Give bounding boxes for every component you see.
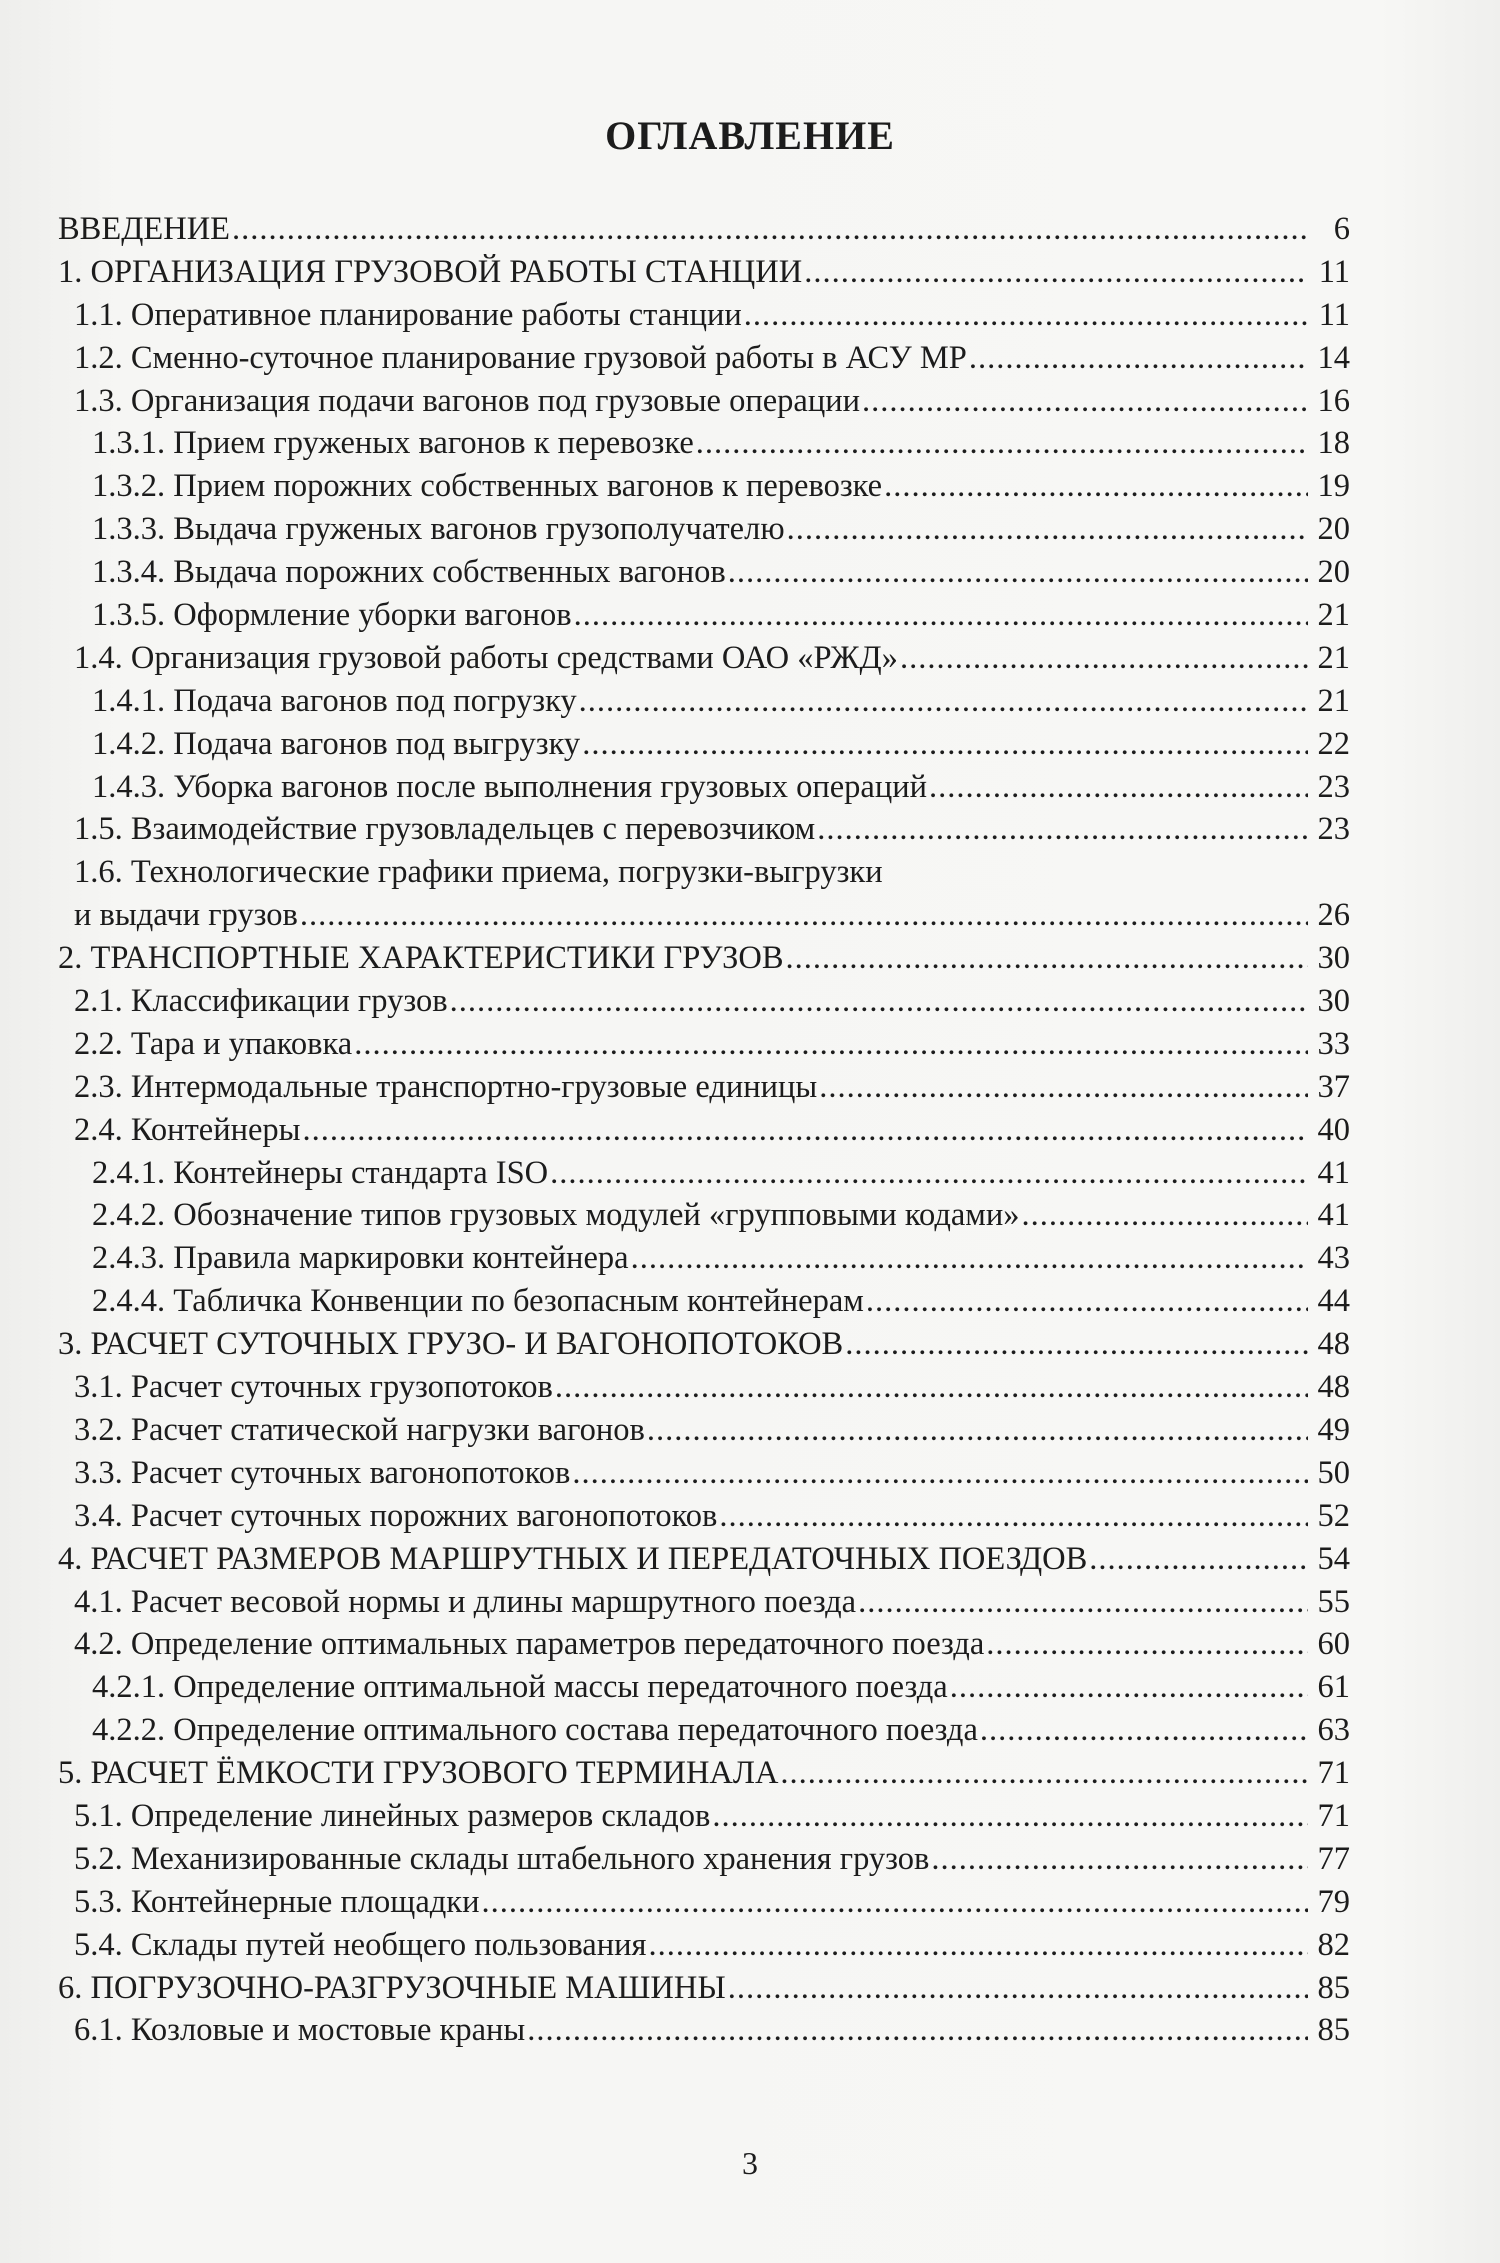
dot-leader	[300, 894, 1308, 937]
toc-entry-label: 3.4. Расчет суточных порожних вагонопотоков	[74, 1497, 718, 1534]
toc-entry-page: 82	[1317, 1926, 1350, 1963]
dot-leader	[980, 1709, 1308, 1752]
toc-entry-page: 21	[1317, 639, 1350, 676]
toc-entry[interactable]	[58, 208, 1350, 251]
toc-entry[interactable]	[58, 1881, 1350, 1924]
dot-leader	[232, 208, 1308, 251]
toc-entry-label: 5.3. Контейнерные площадки	[74, 1883, 480, 1920]
dot-leader	[931, 1838, 1308, 1881]
toc-entry[interactable]	[58, 251, 1350, 294]
toc-entry[interactable]	[58, 1709, 1350, 1752]
toc-entry[interactable]	[58, 1237, 1350, 1280]
toc-entry-label: 1.1. Оперативное планирование работы станции	[74, 296, 742, 333]
toc-entry-label: 3.2. Расчет статической нагрузки вагонов	[74, 1411, 645, 1448]
dot-leader	[804, 251, 1308, 294]
page-title: ОГЛАВЛЕНИЕ	[605, 113, 895, 158]
toc-entry[interactable]	[58, 1623, 1350, 1666]
dot-leader	[719, 1495, 1308, 1538]
toc-entry-page: 6	[1333, 211, 1350, 247]
toc-entry-page: 21	[1317, 597, 1350, 634]
dot-leader	[786, 937, 1308, 980]
toc-entry[interactable]	[58, 723, 1350, 766]
dot-leader	[631, 1237, 1308, 1280]
toc-entry-label: 4.1. Расчет весовой нормы и длины маршрутного поезда	[74, 1583, 857, 1620]
toc-entry-label: 1.4.3. Уборка вагонов после выполнения грузовых операций	[92, 768, 928, 805]
toc-entry[interactable]	[58, 1280, 1350, 1323]
toc-entry[interactable]	[58, 2009, 1350, 2052]
toc-entry-page: 11	[1318, 253, 1350, 290]
dot-leader	[572, 1452, 1308, 1495]
dot-leader	[481, 1881, 1308, 1924]
dot-leader	[950, 1666, 1308, 1709]
toc-entry-label: 2.4. Контейнеры	[74, 1111, 301, 1148]
toc-entry-label: 6.1. Козловые и мостовые краны	[74, 2012, 526, 2049]
page-number: 3	[742, 2145, 758, 2181]
toc-entry-page: 20	[1317, 511, 1350, 548]
toc-entry-page: 71	[1317, 1755, 1350, 1792]
toc-entry-label: 2.4.2. Обозначение типов грузовых модулей «групповыми кодами»	[92, 1197, 1020, 1234]
dot-leader	[574, 594, 1308, 637]
toc-entry-page: 23	[1317, 811, 1350, 848]
dot-leader	[780, 1752, 1308, 1795]
toc-entry[interactable]	[58, 1838, 1350, 1881]
toc-entry-page: 50	[1317, 1454, 1350, 1491]
toc-entry-page: 55	[1317, 1583, 1350, 1620]
dot-leader	[1089, 1538, 1308, 1581]
dot-leader	[900, 637, 1308, 680]
toc-entry-page: 30	[1317, 940, 1350, 977]
toc-entry[interactable]	[58, 851, 1350, 894]
toc-entry-page: 41	[1317, 1197, 1350, 1234]
toc-entry[interactable]	[58, 1109, 1350, 1152]
toc-entry-label: 2.4.1. Контейнеры стандарта ISO	[92, 1154, 549, 1191]
dot-leader	[744, 294, 1308, 337]
toc-entry[interactable]	[58, 766, 1350, 809]
toc-entry[interactable]	[58, 465, 1350, 508]
toc-entry[interactable]	[58, 422, 1350, 465]
toc-entry-page: 11	[1318, 296, 1350, 333]
dot-leader	[858, 1581, 1308, 1624]
toc-entry-label: 4. РАСЧЕТ РАЗМЕРОВ МАРШРУТНЫХ И ПЕРЕДАТОЧНЫХ ПОЕЗДОВ	[58, 1540, 1088, 1577]
toc-entry-page: 26	[1317, 897, 1350, 934]
toc-entry-label: 1.3.2. Прием порожних собственных вагонов к перевозке	[92, 468, 883, 505]
toc-entry[interactable]	[58, 1066, 1350, 1109]
toc-entry-page: 21	[1317, 682, 1350, 719]
toc-entry[interactable]	[58, 1366, 1350, 1409]
dot-leader	[354, 1023, 1308, 1066]
dot-leader	[647, 1409, 1308, 1452]
dot-leader	[579, 680, 1308, 723]
dot-leader	[696, 422, 1308, 465]
toc-entry-label: 3. РАСЧЕТ СУТОЧНЫХ ГРУЗО- И ВАГОНОПОТОКОВ	[58, 1326, 844, 1363]
toc-entry[interactable]	[58, 294, 1350, 337]
toc-entry-page: 23	[1317, 768, 1350, 805]
dot-leader	[303, 1109, 1308, 1152]
toc-entry-label: 5.4. Склады путей необщего пользования	[74, 1926, 647, 1963]
toc-entry-page: 77	[1317, 1840, 1350, 1877]
toc-entry[interactable]	[58, 337, 1350, 380]
dot-leader	[884, 465, 1308, 508]
toc-entry-label: 2.2. Тара и упаковка	[74, 1025, 353, 1062]
toc-entry-page: 41	[1317, 1154, 1350, 1191]
toc-entry[interactable]	[58, 1023, 1350, 1066]
toc-entry-label: 1.3.1. Прием груженых вагонов к перевозке	[92, 425, 694, 462]
toc-entry-page: 16	[1317, 382, 1350, 419]
toc-entry[interactable]	[58, 894, 1350, 937]
toc-entry-label: ВВЕДЕНИЕ	[58, 211, 231, 247]
dot-leader	[582, 723, 1308, 766]
toc-entry[interactable]	[58, 508, 1350, 551]
toc-entry-label: 4.2.2. Определение оптимального состава передаточного поезда	[92, 1712, 978, 1749]
toc-entry[interactable]	[58, 808, 1350, 851]
toc-entry[interactable]	[58, 1967, 1350, 2010]
toc-entry-label: 4.2.1. Определение оптимальной массы передаточного поезда	[92, 1669, 948, 1706]
toc-entry-page: 19	[1317, 468, 1350, 505]
toc-entry-label: 1.3.5. Оформление уборки вагонов	[92, 597, 572, 634]
toc-entry[interactable]	[58, 937, 1350, 980]
toc-entry-label: 2.3. Интермодальные транспортно-грузовые единицы	[74, 1068, 818, 1105]
toc-entry-page: 40	[1317, 1111, 1350, 1148]
toc-entry[interactable]	[58, 1538, 1350, 1581]
toc-entry-page: 71	[1317, 1797, 1350, 1834]
toc-entry[interactable]	[58, 1581, 1350, 1624]
dot-leader	[817, 808, 1308, 851]
toc-entry-page: 61	[1317, 1669, 1350, 1706]
toc-entry[interactable]	[58, 680, 1350, 723]
toc-entry[interactable]	[58, 551, 1350, 594]
toc-entry[interactable]	[58, 380, 1350, 423]
toc-entry[interactable]	[58, 980, 1350, 1023]
toc-entry-label: 1.3.3. Выдача груженых вагонов грузополучателю	[92, 511, 785, 548]
toc-entry-page: 18	[1317, 425, 1350, 462]
toc-entry-page: 79	[1317, 1883, 1350, 1920]
toc-entry-label: 5.1. Определение линейных размеров складов	[74, 1797, 711, 1834]
dot-leader	[845, 1323, 1308, 1366]
toc-entry-label: 1.6. Технологические графики приема, погрузки-выгрузки	[74, 854, 883, 891]
dot-leader	[969, 337, 1308, 380]
toc-entry-page: 48	[1317, 1369, 1350, 1406]
toc-entry-page: 20	[1317, 554, 1350, 591]
toc-entry-label: 3.1. Расчет суточных грузопотоков	[74, 1369, 553, 1406]
toc-entry-page: 48	[1317, 1326, 1350, 1363]
dot-leader	[648, 1924, 1308, 1967]
toc-entry[interactable]	[58, 1495, 1350, 1538]
toc-entry[interactable]	[58, 1194, 1350, 1237]
toc-entry-label: 1.3.4. Выдача порожних собственных вагонов	[92, 554, 726, 591]
toc-entry[interactable]	[58, 1795, 1350, 1838]
toc-entry[interactable]	[58, 637, 1350, 680]
toc-entry-label: 1.5. Взаимодействие грузовладельцев с перевозчиком	[74, 811, 816, 848]
dot-leader	[1022, 1194, 1308, 1237]
dot-leader	[986, 1623, 1308, 1666]
toc-entry-label: 2. ТРАНСПОРТНЫЕ ХАРАКТЕРИСТИКИ ГРУЗОВ	[58, 940, 784, 977]
table-of-contents	[58, 208, 1350, 2052]
toc-entry[interactable]	[58, 1323, 1350, 1366]
toc-entry[interactable]	[58, 1152, 1350, 1195]
toc-entry-label: 2.4.4. Табличка Конвенции по безопасным контейнерам	[92, 1283, 864, 1320]
toc-entry[interactable]	[58, 1452, 1350, 1495]
toc-entry-label: 1.2. Сменно-суточное планирование грузовой работы в АСУ МР	[74, 339, 967, 376]
toc-entry-label: 2.4.3. Правила маркировки контейнера	[92, 1240, 629, 1277]
dot-leader	[819, 1066, 1308, 1109]
dot-leader	[862, 380, 1308, 423]
toc-entry-page: 30	[1317, 983, 1350, 1020]
toc-entry-page: 33	[1317, 1025, 1350, 1062]
toc-entry-page: 14	[1317, 339, 1350, 376]
toc-entry-page: 63	[1317, 1712, 1350, 1749]
toc-entry-label: 1.3. Организация подачи вагонов под грузовые операции	[74, 382, 861, 419]
toc-entry-page: 54	[1317, 1540, 1350, 1577]
dot-leader	[728, 551, 1308, 594]
dot-leader	[450, 980, 1308, 1023]
toc-entry[interactable]	[58, 1409, 1350, 1452]
dot-leader	[555, 1366, 1308, 1409]
dot-leader	[712, 1795, 1308, 1838]
toc-entry-label: 3.3. Расчет суточных вагонопотоков	[74, 1454, 571, 1491]
toc-entry-label: 1. ОРГАНИЗАЦИЯ ГРУЗОВОЙ РАБОТЫ СТАНЦИИ	[58, 253, 803, 290]
dot-leader	[866, 1280, 1308, 1323]
toc-entry[interactable]	[58, 1752, 1350, 1795]
dot-leader	[550, 1152, 1308, 1195]
toc-entry-label: 6. ПОГРУЗОЧНО-РАЗГРУЗОЧНЫЕ МАШИНЫ	[58, 1969, 726, 2006]
toc-entry-label: 1.4. Организация грузовой работы средствами ОАО «РЖД»	[74, 639, 898, 676]
toc-entry-label: 1.4.1. Подача вагонов под погрузку	[92, 682, 577, 719]
toc-entry-page: 44	[1317, 1283, 1350, 1320]
toc-entry-label: 5. РАСЧЕТ ЁМКОСТИ ГРУЗОВОГО ТЕРМИНАЛА	[58, 1755, 779, 1792]
dot-leader	[929, 766, 1308, 809]
dot-leader	[728, 1967, 1308, 2010]
toc-entry-page: 22	[1317, 725, 1350, 762]
toc-entry-page: 85	[1317, 1969, 1350, 2006]
toc-entry[interactable]	[58, 1924, 1350, 1967]
toc-entry-page: 85	[1317, 2012, 1350, 2049]
toc-entry-page: 43	[1317, 1240, 1350, 1277]
toc-entry-label: 2.1. Классификации грузов	[74, 983, 448, 1020]
dot-leader	[787, 508, 1308, 551]
toc-entry-page: 37	[1317, 1068, 1350, 1105]
toc-entry[interactable]	[58, 594, 1350, 637]
toc-entry-page: 60	[1317, 1626, 1350, 1663]
toc-entry-page: 49	[1317, 1411, 1350, 1448]
dot-leader	[527, 2009, 1308, 2052]
toc-entry[interactable]	[58, 1666, 1350, 1709]
toc-entry-label: 5.2. Механизированные склады штабельного хранения грузов	[74, 1840, 930, 1877]
toc-entry-label: 1.4.2. Подача вагонов под выгрузку	[92, 725, 581, 762]
toc-entry-label: 4.2. Определение оптимальных параметров передаточного поезда	[74, 1626, 985, 1663]
toc-entry-page: 52	[1317, 1497, 1350, 1534]
toc-entry-label: и выдачи грузов	[74, 897, 298, 934]
